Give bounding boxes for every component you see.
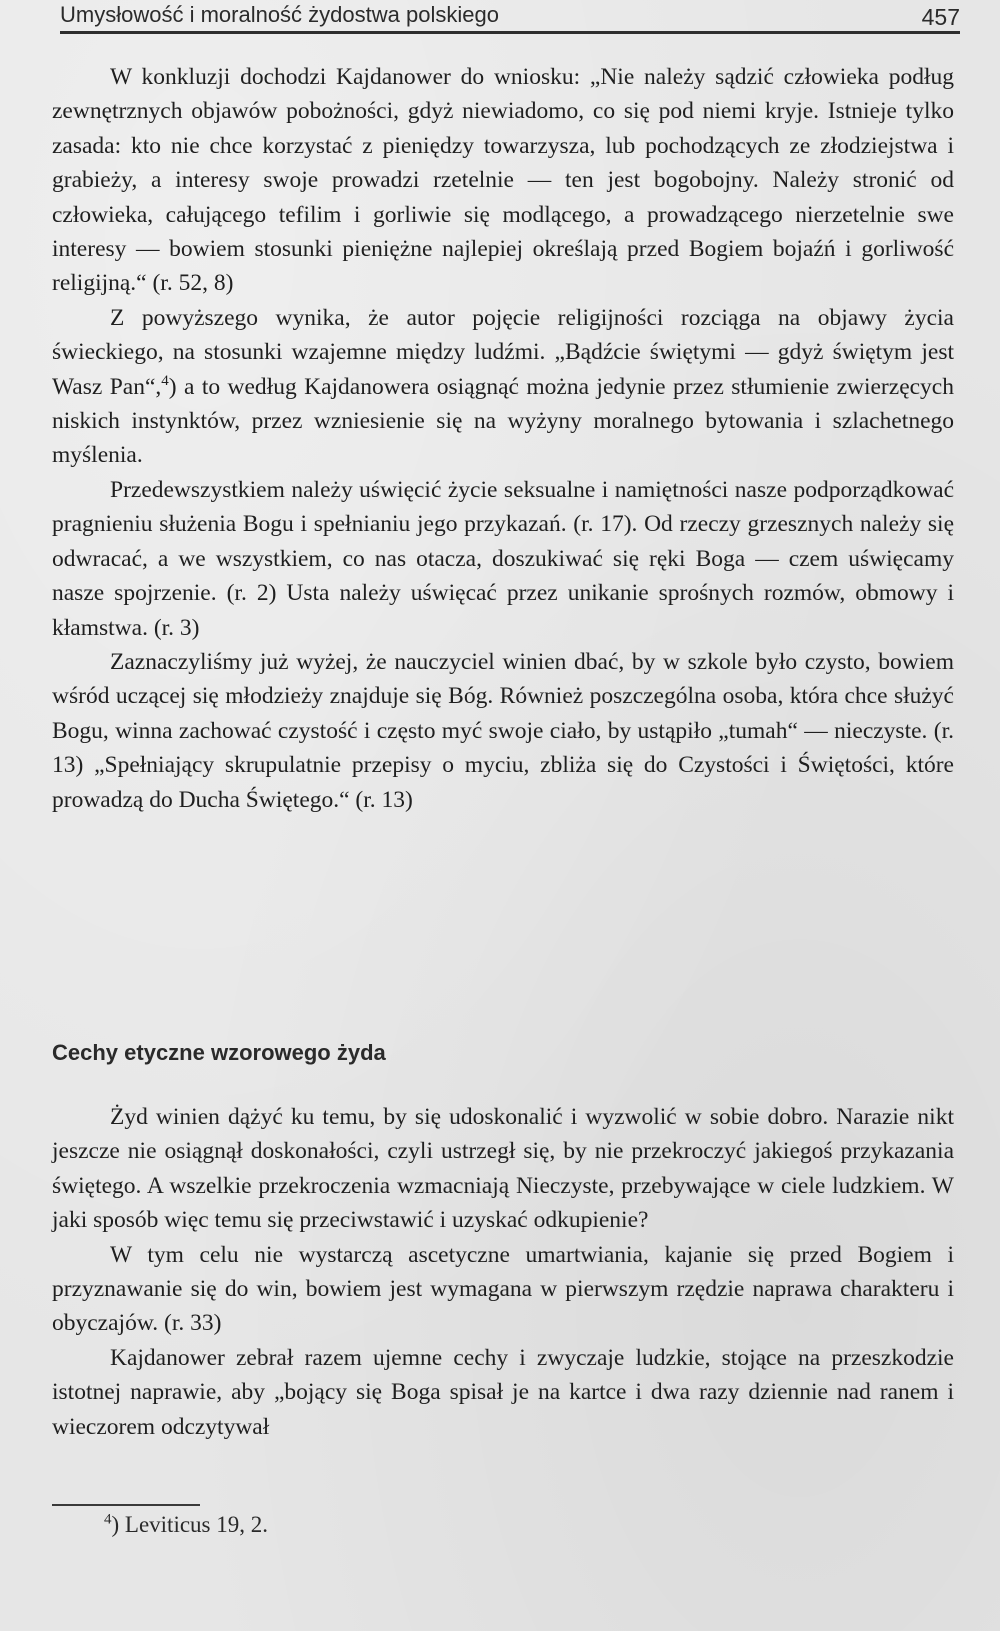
footnote-reference: 4 — [161, 372, 169, 389]
header-rule — [60, 31, 960, 34]
paragraph: Przedewszystkiem należy uświęcić życie seksualne i namiętności nasze podporządkować pragnieniu służenia Bogu i spełnianiu jego przykazań. (r. 17). Od rzeczy grzesznych należy się odwracać, a we wszystkiem, co nas otacza, doszukiwać się ręki Boga — czem uświęcamy nasze spojrzenie. (r. 2) Usta należy uświęcać przez unikanie sprośnych rozmów, obmowy i kłamstwa. (r. 3) — [52, 476, 954, 641]
paragraph: Kajdanower zebrał razem ujemne cechy i zwyczaje ludzkie, stojące na przeszkodzie istotnej naprawie, aby „bojący się Boga spisał je na kartce i dwa razy dziennie nad ranem i wieczorem odczytywał — [52, 1344, 954, 1440]
page-number: 457 — [921, 4, 960, 30]
paragraph-text: ) a to według Kajdanowera osiągnąć można jedynie przez stłumienie zwierzęcych niskich instynktów, przez wzniesienie się na wyżyny moralnego bytowania i szlachetnego myślenia. — [52, 373, 954, 469]
paragraph: Żyd winien dążyć ku temu, by się udoskonalić i wyzwolić w sobie dobro. Narazie nikt jeszcze nie osiągnął doskonałości, czyli ustrzegł się, by nie przekroczyć jakiegoś przykazania świętego. A wszelkie przekroczenia wzmacniają Nieczyste, przebywające w ciele ludzkiem. W jaki sposób więc temu się przeciwstawić i uzyskać odkupienie? — [52, 1104, 954, 1234]
section-heading: Cechy etyczne wzorowego żyda — [52, 1040, 386, 1065]
footnote-marker: 4 — [104, 1511, 112, 1528]
page-header — [60, 0, 960, 34]
footnote — [104, 1512, 268, 1538]
body-text-bottom — [52, 1100, 954, 1444]
paragraph: W konkluzji dochodzi Kajdanower do wniosku: „Nie należy sądzić człowieka podług zewnętrznych objawów pobożności, gdyż niewiadomo, co się pod niemi kryje. Istnieje tylko zasada: kto nie chce korzystać z pieniędzy towarzysza, lub pochodzących ze złodziejstwa i grabieży, a interesy swoje prowadzi rzetelnie — ten jest bogobojny. Należy stronić od człowieka, całującego tefilim i gorliwie się modlącego, a prowadzącego nierzetelnie swe interesy — bowiem stosunki pieniężne najlepiej określają przed Bogiem bojaźń i gorliwość religijną.“ (r. 52, 8) — [52, 64, 954, 297]
paragraph: Zaznaczyliśmy już wyżej, że nauczyciel winien dbać, by w szkole było czysto, bowiem wśród uczącej się młodzieży znajduje się Bóg. Również poszczególna osoba, która chce służyć Bogu, winna zachować czystość i często myć swoje ciało, by ustąpiło „tumah“ — nieczyste. (r. 13) „Spełniający skrupulatnie przepisy o myciu, zbliża się do Czystości i Świętości, które prowadzą do Ducha Świętego.“ (r. 13) — [52, 648, 954, 813]
body-text-top — [52, 60, 954, 817]
paragraph — [52, 301, 954, 473]
footnote-rule — [52, 1504, 200, 1506]
paragraph-text: Z powyższego wynika, że autor pojęcie religijności rozciąga na objawy życia świeckiego, na stosunki wzajemne między ludźmi. „Bądźcie świętymi — gdyż świętym jest Wasz Pan“, — [52, 304, 954, 400]
paragraph: W tym celu nie wystarczą ascetyczne umartwiania, kajanie się przed Bogiem i przyznawanie się do win, bowiem jest wymagana w pierwszym rzędzie naprawa charakteru i obyczajów. (r. 33) — [52, 1241, 954, 1337]
footnote-text: ) Leviticus 19, 2. — [111, 1512, 268, 1537]
running-title: Umysłowość i moralność żydostwa polskiego — [60, 2, 499, 27]
